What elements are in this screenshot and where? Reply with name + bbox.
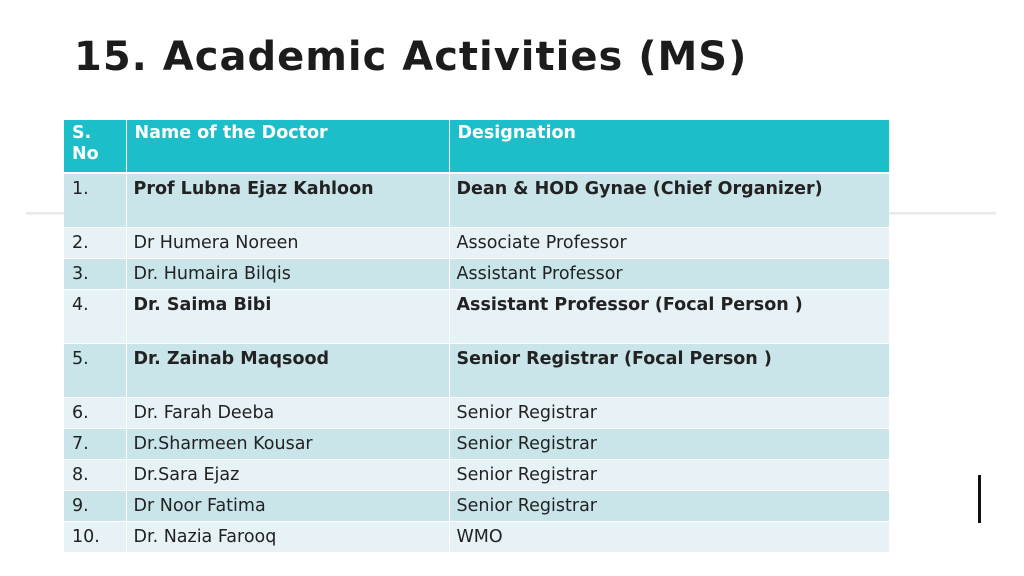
table-row xyxy=(64,460,889,491)
table-row xyxy=(64,398,889,429)
header-sno-line2: No xyxy=(72,144,99,164)
table-row xyxy=(64,344,889,398)
row-sno: 9. xyxy=(64,491,126,522)
row-name: Dr. Zainab Maqsood xyxy=(126,344,449,398)
table-row xyxy=(64,228,889,259)
row-designation: Assistant Professor (Focal Person ) xyxy=(449,290,889,344)
row-name: Dr. Nazia Farooq xyxy=(126,522,449,553)
table-row xyxy=(64,491,889,522)
header-name: Name of the Doctor xyxy=(126,120,449,173)
header-sno-line1: S. xyxy=(72,123,92,143)
row-name: Dr Noor Fatima xyxy=(126,491,449,522)
table-row xyxy=(64,522,889,553)
row-sno: 1. xyxy=(64,173,126,228)
header-designation: Designation xyxy=(449,120,889,173)
table-row xyxy=(64,290,889,344)
table-header-row xyxy=(64,120,889,173)
row-designation: Senior Registrar (Focal Person ) xyxy=(449,344,889,398)
table-row xyxy=(64,429,889,460)
row-name: Prof Lubna Ejaz Kahloon xyxy=(126,173,449,228)
row-sno: 10. xyxy=(64,522,126,553)
row-sno: 5. xyxy=(64,344,126,398)
row-name: Dr. Farah Deeba xyxy=(126,398,449,429)
doctors-table xyxy=(64,120,889,553)
row-designation: Dean & HOD Gynae (Chief Organizer) xyxy=(449,173,889,228)
row-name: Dr. Saima Bibi xyxy=(126,290,449,344)
row-name: Dr Humera Noreen xyxy=(126,228,449,259)
row-sno: 3. xyxy=(64,259,126,290)
row-sno: 4. xyxy=(64,290,126,344)
slide-title: 15. Academic Activities (MS) xyxy=(74,34,748,80)
table-row xyxy=(64,259,889,290)
header-sno xyxy=(64,120,126,173)
text-cursor xyxy=(978,475,981,523)
row-designation: Senior Registrar xyxy=(449,491,889,522)
row-designation: Assistant Professor xyxy=(449,259,889,290)
row-designation: Senior Registrar xyxy=(449,460,889,491)
row-designation: Senior Registrar xyxy=(449,398,889,429)
row-sno: 2. xyxy=(64,228,126,259)
row-name: Dr.Sharmeen Kousar xyxy=(126,429,449,460)
row-sno: 6. xyxy=(64,398,126,429)
row-designation: WMO xyxy=(449,522,889,553)
row-name: Dr. Humaira Bilqis xyxy=(126,259,449,290)
row-sno: 8. xyxy=(64,460,126,491)
table-row xyxy=(64,173,889,228)
row-name: Dr.Sara Ejaz xyxy=(126,460,449,491)
row-sno: 7. xyxy=(64,429,126,460)
row-designation: Senior Registrar xyxy=(449,429,889,460)
row-designation: Associate Professor xyxy=(449,228,889,259)
